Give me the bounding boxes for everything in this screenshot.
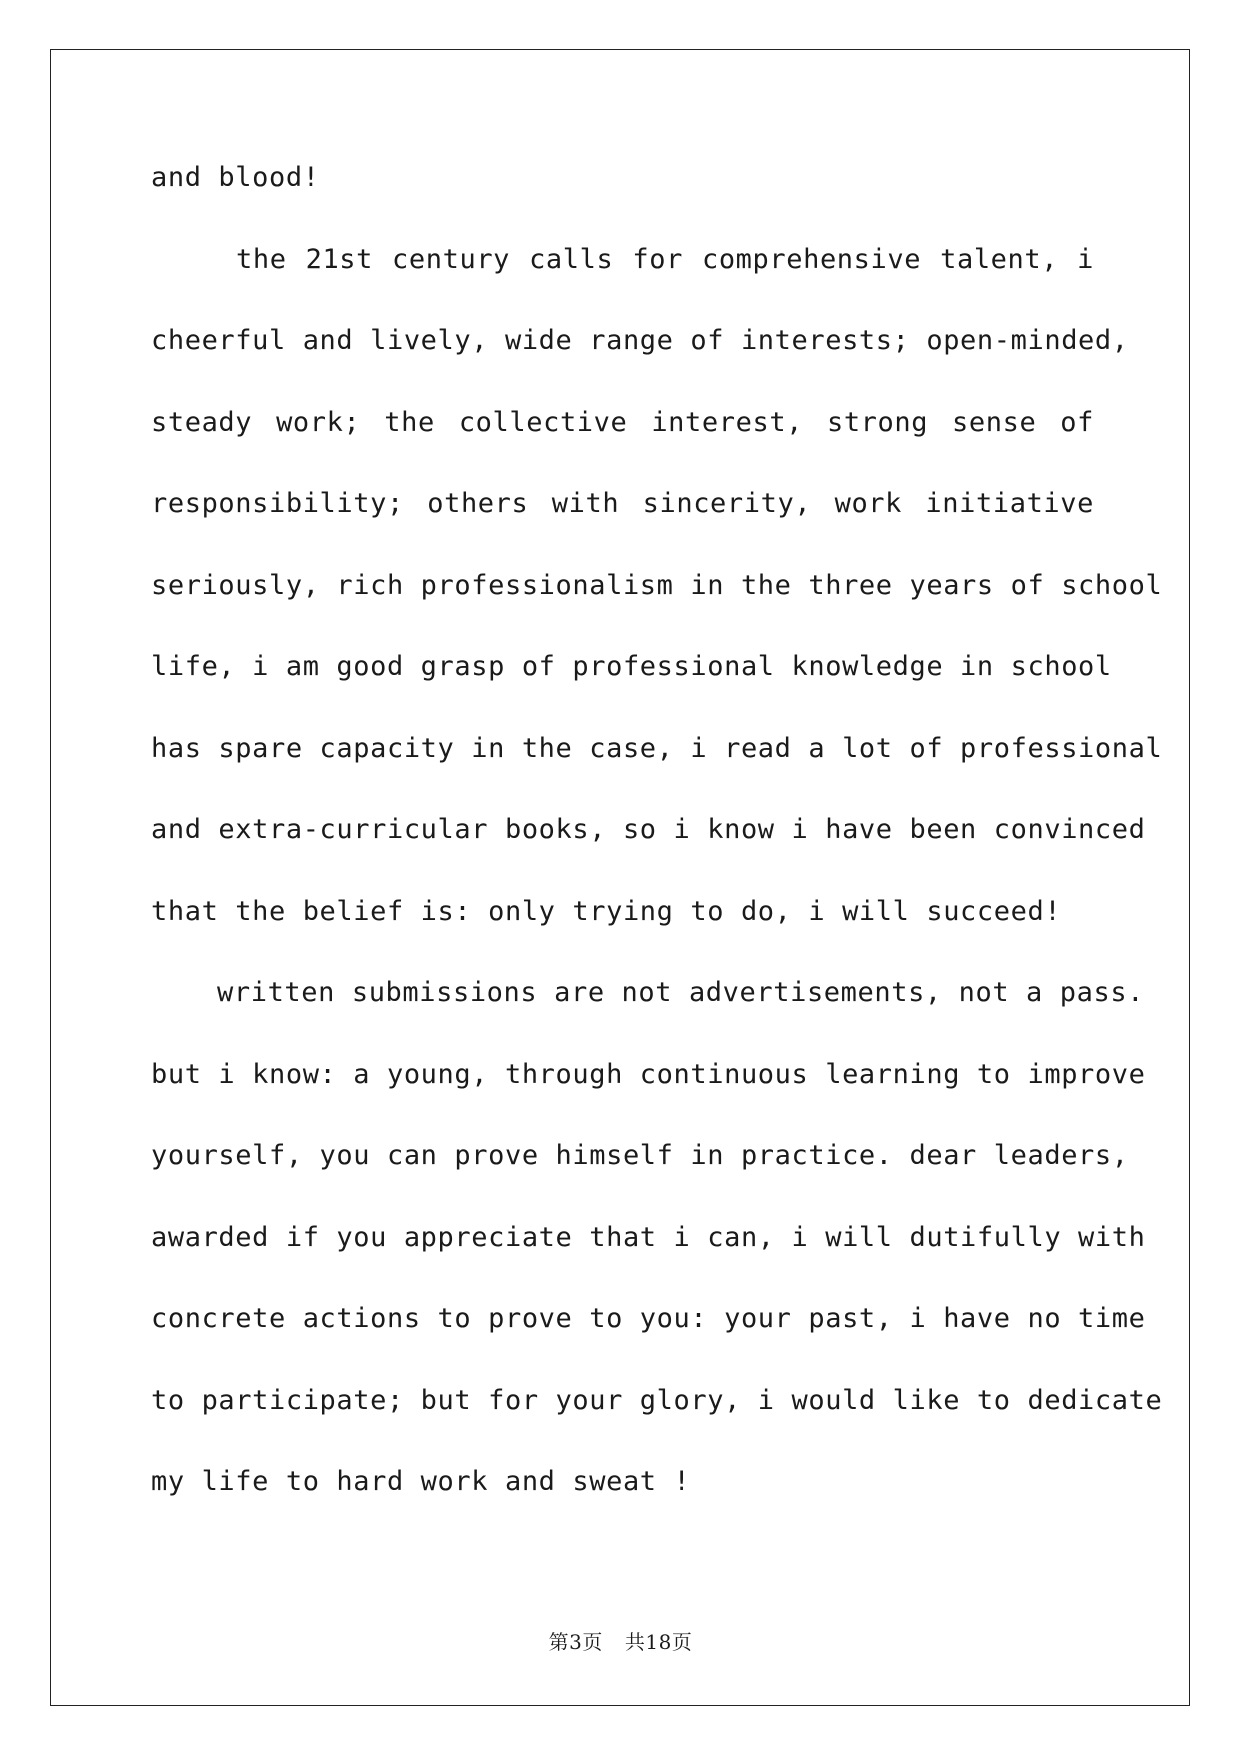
page-footer bbox=[0, 1626, 1241, 1655]
text-line: that the belief is: only trying to do, i will succeed! bbox=[151, 895, 1062, 927]
document-body bbox=[151, 160, 1163, 1546]
text-line: my life to hard work and sweat ! bbox=[151, 1466, 691, 1497]
text-line: life, i am good grasp of professional knowledge in school bbox=[151, 651, 1112, 682]
text-line: responsibility; others with sincerity, work initiative bbox=[151, 488, 1094, 519]
text-line: the 21st century calls for comprehensive talent, i bbox=[236, 243, 1094, 275]
text-line: to participate; but for your glory, i would like to dedicate bbox=[151, 1384, 1163, 1416]
text-line: and blood! bbox=[151, 162, 320, 193]
text-line: and extra-curricular books, so i know i have been convinced bbox=[151, 814, 1146, 845]
text-line: steady work; the collective interest, strong sense of bbox=[151, 406, 1094, 438]
text-line: written submissions are not advertisements, not a pass. bbox=[217, 977, 1145, 1008]
text-line: has spare capacity in the case, i read a lot of professional bbox=[151, 732, 1163, 764]
text-line: but i know: a young, through continuous learning to improve bbox=[151, 1058, 1146, 1090]
page-number-current: 第3页 bbox=[548, 1630, 603, 1654]
text-line: awarded if you appreciate that i can, i will dutifully with bbox=[151, 1221, 1146, 1253]
text-line: seriously, rich professionalism in the three years of school bbox=[151, 569, 1163, 601]
text-line: yourself, you can prove himself in practice. dear leaders, bbox=[151, 1140, 1129, 1171]
page-number-total: 共18页 bbox=[624, 1630, 693, 1654]
text-line: cheerful and lively, wide range of interests; open-minded, bbox=[151, 325, 1129, 356]
text-line: concrete actions to prove to you: your past, i have no time bbox=[151, 1303, 1146, 1334]
